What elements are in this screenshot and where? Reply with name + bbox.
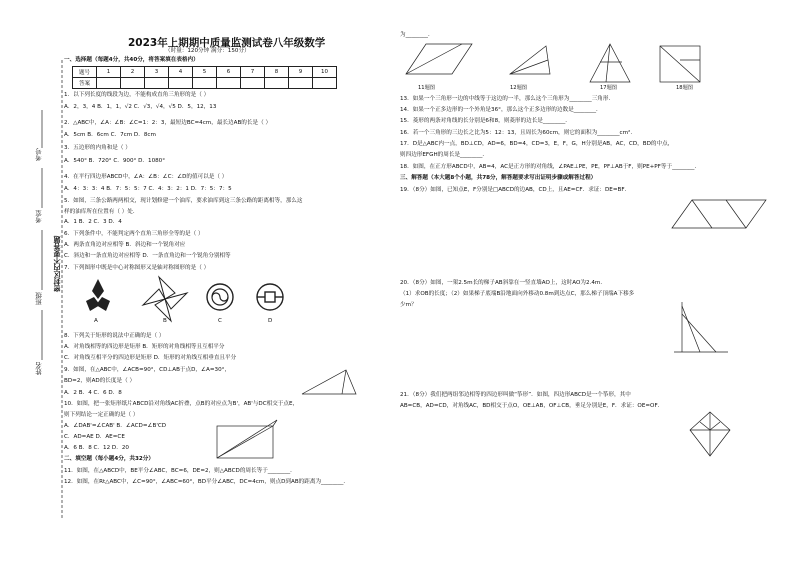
page-title: 2023年上期期中质量监测试卷八年级数学 (128, 37, 326, 49)
section3-heading: 三、解答题（本大题8个小题，共78分，解答题要求写出证明步骤或解答过程） (400, 175, 597, 181)
question-line: 13．如果一个三角形一边的中线等于这边的一半，那么这个三角形为________三角形． (400, 96, 615, 102)
question-line: 16．若一个三角形的三边长之比为5：12：13，且周长为60cm，则它的面积为________cm². (400, 130, 633, 136)
question-line: A．2，3，4 B．1，1，√2 C．√3，√4，√5 D．5，12，13 (64, 104, 217, 110)
table-cell: 4 (169, 67, 193, 78)
page-subtitle: （时量：120分钟 满分：150分） (165, 48, 250, 54)
class-label: 班级 (35, 292, 43, 305)
question-line: A．∠DAB'=∠CAB' B．∠ACD=∠B'CD (64, 423, 167, 429)
q7-option-c: C (218, 318, 222, 324)
right-top-text: 为________． (400, 32, 434, 38)
question-line: 18．如图，在正方形ABCD中，AB=4，AC是正方形的对角线，∠PAE⊥PE，PE，PF⊥AB于F，则PE+PF等于________． (400, 164, 701, 170)
figure-b (143, 277, 187, 321)
table-cell: 6 (217, 67, 241, 78)
question-line: 15．菱形的两条对角线的长分别是6和8，则菱形的边长是________． (400, 118, 571, 124)
question-line: 则四边形EFGH的周长是________． (400, 152, 489, 158)
answer-cell[interactable] (217, 78, 241, 89)
q21-figure (686, 410, 736, 460)
figures-11-12 (400, 40, 790, 90)
question-line: 2．△ABC中，∠A：∠B：∠C=1：2：3，最短边BC=4cm，最长边AB的长是（ ） (64, 120, 272, 126)
table-cell: 3 (145, 67, 169, 78)
question-line: （1）求OB的长度；（2）如果梯子底端B沿地面向外移动0.8m到达点C，那么梯子顶端A下移多 (400, 291, 635, 297)
question-line: 则下列结论一定正确的是（ ） (64, 412, 139, 418)
sidebar-lines (0, 0, 70, 561)
question-line: A．对角线相等的四边形是矩形 B．矩形的对角线相等且互相平分 (64, 344, 225, 350)
question-line: C．对角线互相平分的四边形是矩形 D．矩形的对角线互相垂直且平分 (64, 355, 237, 361)
table-cell: 10 (313, 67, 337, 78)
question-line: 17．D是△ABC内一点，BD⊥CD，AD=6，BD=4，CD=3，E，F，G，H分别是AB，AC，CD，BD的中点， (400, 141, 674, 147)
figure-12-caption: 12题图 (510, 85, 527, 91)
q7-option-b: B (163, 318, 167, 324)
table-cell: 2 (121, 67, 145, 78)
name-label: 姓名 (35, 362, 43, 375)
answer-cell[interactable] (265, 78, 289, 89)
figure-18-caption: 18题图 (676, 85, 693, 91)
figure-a (86, 279, 110, 311)
question-line: A．两条直角边对应相等 B．斜边和一个锐角对应 (64, 242, 186, 248)
q10-figure (215, 418, 285, 463)
q7-option-a: A (94, 318, 98, 324)
answer-table (72, 66, 337, 89)
q20-figure (672, 300, 732, 360)
answer-cell[interactable] (97, 78, 121, 89)
answer-cell[interactable] (145, 78, 169, 89)
answer-cell[interactable] (193, 78, 217, 89)
table-answer-row (73, 78, 337, 89)
section2-heading: 二、填空题（每小题4分，共32分） (64, 456, 154, 462)
question-line: A．540° B．720° C．900° D．1080° (64, 158, 166, 164)
question-line: A．5cm B．6cm C．7cm D．8cm (64, 132, 156, 138)
q9-figure (300, 368, 360, 398)
question-line: BD=2，则AD的长度是（ ） (64, 378, 136, 384)
question-line: 3．五边形的内角和是（ ） (64, 145, 131, 151)
q7-option-d: D (268, 318, 273, 324)
q7-figures (70, 275, 290, 335)
table-cell: 答案 (73, 78, 97, 89)
q19-figure (670, 198, 770, 232)
question-line: 7．下列图形中既是中心对称图形又是轴对称图形的是（ ） (64, 265, 210, 271)
question-line: 10．如图，把一张矩形纸片ABCD沿对角线AC折叠，点B的对应点为B'，AB'与DC相交于点E， (64, 401, 299, 407)
question-line: 样的油库所在位置有（ ）处． (64, 209, 139, 215)
table-cell: 8 (265, 67, 289, 78)
question-line: A．6 B．8 C．12 D．20 (64, 445, 129, 451)
question-line: C．AD=AE D．AE=CE (64, 434, 125, 440)
question-line: A．2 B．4 C．6 D．8 (64, 390, 122, 396)
question-line: 1．以下列长度的线段为边，不能构成直角三角形的是（ ） (64, 92, 210, 98)
question-line: 少m？ (400, 302, 417, 308)
question-line: 20．（8分）如图，一架2.5m长的梯子AB斜靠在一竖直墙AO上，这时AO为2.4m． (400, 280, 606, 286)
section1-heading: 一、选择题（每题4分，共40分，将答案填在表格内） (64, 57, 199, 63)
question-line: A．4：3：3：4 B．7：5：5：7 C．4：3：2：1 D．7：5：7：5 (64, 186, 232, 192)
table-cell: 7 (241, 67, 265, 78)
figure-17-caption: 17题图 (600, 85, 617, 91)
question-line: A．1 B．2 C．3 D．4 (64, 219, 122, 225)
answer-cell[interactable] (289, 78, 313, 89)
table-header-row (73, 67, 337, 78)
question-line: 11．如图，在△ABCD中，BE平分∠ABC，BC=6，DE=2，则△ABCD的周长等于________． (64, 468, 296, 474)
answer-cell[interactable] (241, 78, 265, 89)
answer-cell[interactable] (313, 78, 337, 89)
figure-c (207, 284, 233, 310)
table-cell: 5 (193, 67, 217, 78)
table-cell: 1 (97, 67, 121, 78)
question-line: 4．在平行四边形ABCD中，∠A：∠B：∠C：∠D的值可以是（ ） (64, 174, 228, 180)
question-line: 19．（8分）如图，已知点E，F分别是□ABCD的边AB，CD上，且AE=CF．求证：DE=BF． (400, 187, 631, 193)
question-line: 5．如图，三条公路两两相交，现计划修建一个油库，要求油库到这三条公路的距离相等，那么这 (64, 198, 303, 204)
question-line: 8．下列关于矩形的说法中正确的是（ ） (64, 333, 165, 339)
question-line: 14．如果一个正多边形的一个外角是36°，那么这个正多边形的边数是________． (400, 107, 602, 113)
table-cell: 9 (289, 67, 313, 78)
table-cell: 题号 (73, 67, 97, 78)
seal-notice: 密封区内不要答题 (53, 236, 61, 292)
question-line: 6．下列条件中，不能判定两个直角三角形全等的是（ ） (64, 231, 204, 237)
question-line: 21．（8分）我们把两组邻边相等的四边形叫做“筝形”．如图，四边形ABCD是一个筝形，其中 (400, 392, 631, 398)
question-line: 12．如图，在Rt△ABC中，∠C=90°，∠ABC=60°，BD平分∠ABC，DC=4cm，则点D到AB的距离为________． (64, 479, 350, 485)
answer-cell[interactable] (121, 78, 145, 89)
exam-room-label: 考室 (35, 210, 43, 223)
answer-cell[interactable] (169, 78, 193, 89)
question-line: 9．如图，在△ABC中，∠ACB=90°，CD⊥AB于点D，∠A=30°， (64, 367, 231, 373)
question-line: AB=CB，AD=CD，对角线AC，BD相交于点O，OE⊥AB，OF⊥CB，垂足分别是E，F．求证：OE=OF． (400, 403, 664, 409)
exam-no-label: 考号 (35, 148, 43, 161)
figure-d (257, 284, 283, 310)
question-line: C．斜边和一条直角边对应相等 D．一条直角边和一个锐角分别相等 (64, 253, 231, 259)
figure-11-caption: 11题图 (418, 85, 435, 91)
